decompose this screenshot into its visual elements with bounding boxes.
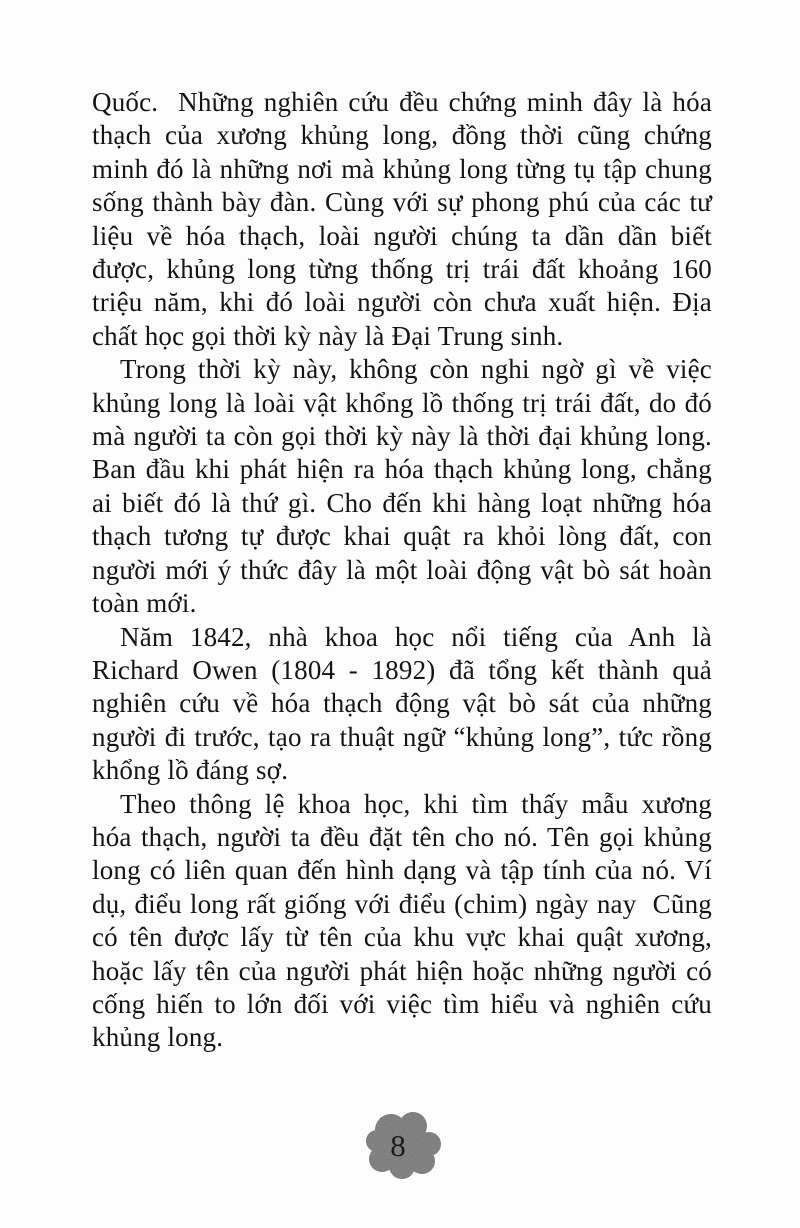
text-line: người đi trước, tạo ra thuật ngữ “khủng long”, tức rồng bbox=[92, 721, 712, 752]
text-line: được, khủng long từng thống trị trái đất khoảng 160 bbox=[92, 254, 712, 285]
text-line: khổng lồ đáng sợ. bbox=[92, 755, 289, 786]
text-block bbox=[92, 86, 712, 1055]
text-line: Theo thông lệ khoa học, khi tìm thấy mẫu xương bbox=[120, 788, 712, 819]
text-line: khủng long. bbox=[92, 1022, 224, 1053]
text-line: Richard Owen (1804 - 1892) đã tổng kết thành quả bbox=[92, 654, 712, 685]
text-line: ai biết đó là thứ gì. Cho đến khi hàng loạt những hóa bbox=[92, 487, 712, 518]
text-line: Quốc. Những nghiên cứu đều chứng minh đây là hóa bbox=[92, 87, 712, 117]
text-line: có tên được lấy từ tên của khu vực khai quật xương, bbox=[92, 922, 712, 953]
text-line: thạch của xương khủng long, đồng thời cũng chứng bbox=[92, 120, 712, 151]
text-line: khủng long là loài vật khổng lồ thống trị trái đất, do đó bbox=[92, 387, 712, 418]
text-line: liệu về hóa thạch, loài người chúng ta dần dần biết bbox=[92, 220, 712, 251]
text-line: Năm 1842, nhà khoa học nổi tiếng của Anh là bbox=[120, 621, 712, 652]
text-line: minh đó là những nơi mà khủng long từng tụ tập chung bbox=[92, 153, 712, 184]
text-line: Trong thời kỳ này, không còn nghi ngờ gì về việc bbox=[120, 354, 712, 385]
text-line: cống hiến to lớn đối với việc tìm hiểu và nghiên cứu bbox=[92, 988, 712, 1019]
text-line: mà người ta còn gọi thời kỳ này là thời đại khủng long. bbox=[92, 421, 712, 452]
text-line: sống thành bày đàn. Cùng với sự phong phú của các tư bbox=[92, 187, 712, 218]
page-number: 8 bbox=[390, 1128, 406, 1163]
text-line: chất học gọi thời kỳ này là Đại Trung sinh. bbox=[92, 320, 564, 351]
text-line: người mới ý thức đây là một loài động vật bò sát hoàn bbox=[92, 554, 712, 585]
text-line: triệu năm, khi đó loài người còn chưa xuất hiện. Địa bbox=[92, 287, 712, 318]
page-number-ornament bbox=[365, 1110, 443, 1180]
text-line: Ban đầu khi phát hiện ra hóa thạch khủng long, chẳng bbox=[92, 454, 712, 485]
text-line: hóa thạch, người ta đều đặt tên cho nó. Tên gọi khủng bbox=[92, 821, 712, 852]
text-line: toàn mới. bbox=[92, 588, 197, 619]
text-line: thạch tương tự được khai quật ra khỏi lòng đất, con bbox=[92, 521, 712, 552]
text-line: hoặc lấy tên của người phát hiện hoặc những người có bbox=[92, 955, 712, 986]
text-line: long có liên quan đến hình dạng và tập tính của nó. Ví bbox=[92, 855, 712, 886]
text-line: nghiên cứu về hóa thạch động vật bò sát của những bbox=[92, 688, 712, 719]
text-line: dụ, điểu long rất giống với điểu (chim) ngày nay Cũng bbox=[92, 888, 712, 919]
